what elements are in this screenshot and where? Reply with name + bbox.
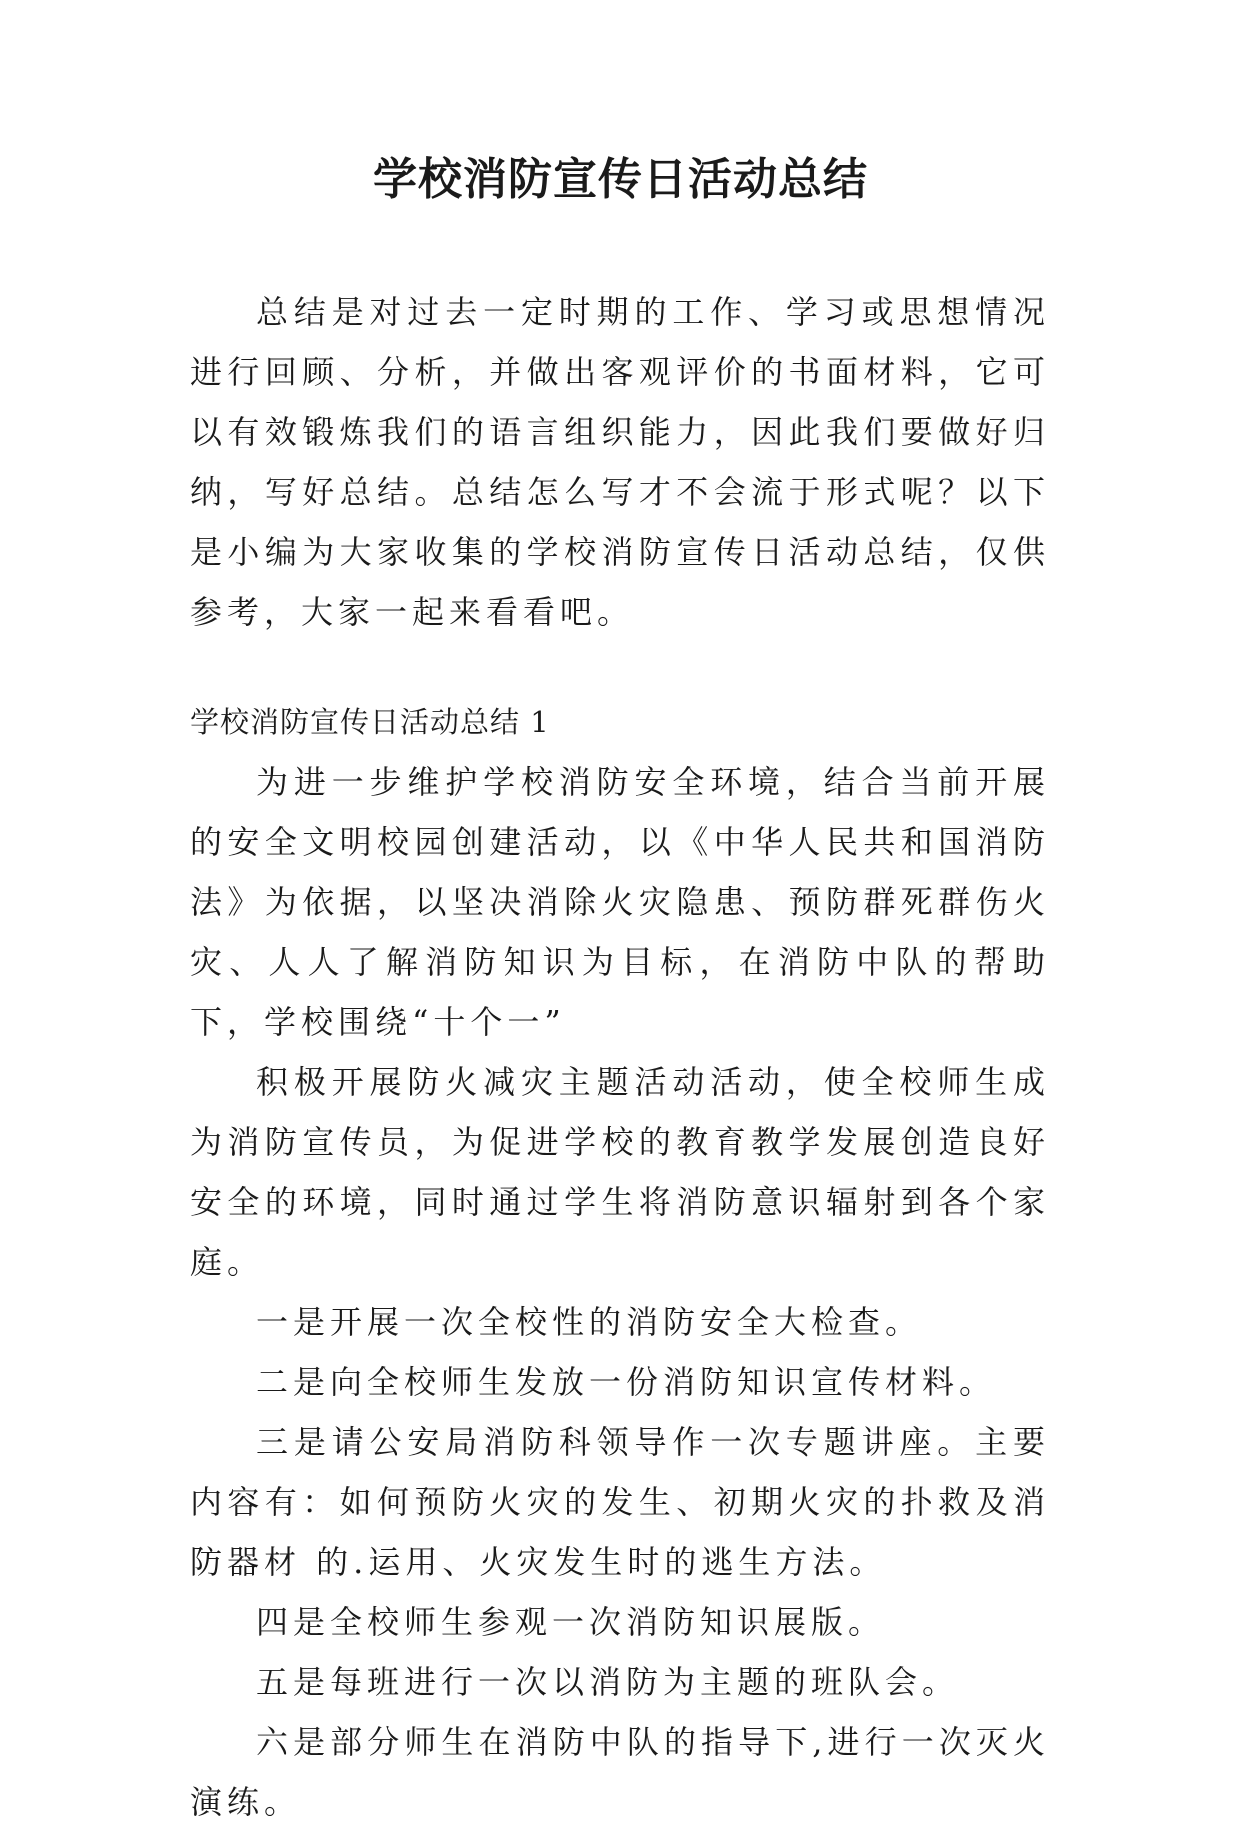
list-item-paragraph: 二是向全校师生发放一份消防知识宣传材料。 [256, 1363, 997, 1401]
body-paragraph: 为进一步维护学校消防安全环境，结合当前开展的安全文明校园创建活动，以《中华人民共和国消防法》为依据，以坚决消除火灾隐患、预防群死群伤火灾、人人了解消防知识为目标，在消防中队的帮助下，学校围绕“十个一” [190, 763, 1050, 1041]
section-heading: 学校消防宣传日活动总结 1 [190, 705, 550, 739]
intro-paragraph: 总结是对过去一定时期的工作、学习或思想情况进行回顾、分析，并做出客观评价的书面材料，它可以有效锻炼我们的语言组织能力，因此我们要做好归纳，写好总结。总结怎么写才不会流于形式呢？以下是小编为大家收集的学校消防宣传日活动总结，仅供参考，大家一起来看看吧。 [190, 293, 1050, 631]
list-item-paragraph: 五是每班进行一次以消防为主题的班队会。 [256, 1663, 960, 1701]
list-item-paragraph: 三是请公安局消防科领导作一次专题讲座。主要内容有：如何预防火灾的发生、初期火灾的扑救及消防器材 的.运用、火灾发生时的逃生方法。 [190, 1423, 1050, 1581]
body-paragraph: 积极开展防火减灾主题活动活动，使全校师生成为消防宣传员，为促进学校的教育教学发展创造良好安全的环境，同时通过学生将消防意识辐射到各个家庭。 [190, 1063, 1050, 1281]
document-title: 学校消防宣传日活动总结 [373, 154, 868, 205]
document-body [190, 282, 1050, 1832]
list-item-paragraph: 六是部分师生在消防中队的指导下,进行一次灭火演练。 [190, 1723, 1050, 1821]
list-item-paragraph: 一是开展一次全校性的消防安全大检查。 [256, 1303, 923, 1341]
list-item-paragraph: 四是全校师生参观一次消防知识展版。 [256, 1603, 886, 1641]
